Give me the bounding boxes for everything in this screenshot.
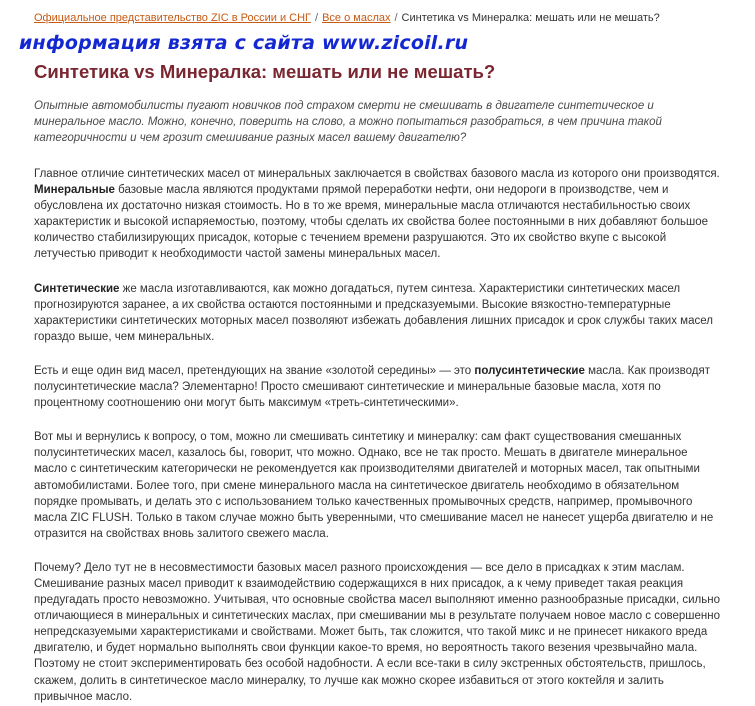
breadcrumb-home-link[interactable]: Официальное представительство ZIC в России и СНГ <box>34 12 312 24</box>
page-title: Синтетика vs Минералка: мешать или не мешать? <box>34 61 496 82</box>
breadcrumb-section-link[interactable]: Все о маслах <box>322 12 391 24</box>
breadcrumb-current: Синтетика vs Минералка: мешать или не мешать? <box>401 12 660 24</box>
paragraph-bold-term: Минеральные <box>34 184 115 197</box>
paragraph-text: Есть и еще один вид масел, претендующих на звание «золотой середины» — это <box>34 364 475 377</box>
breadcrumb-separator: / <box>394 12 398 24</box>
article-paragraph <box>34 281 724 345</box>
article-page <box>19 10 724 705</box>
paragraph-text: масла. Как производят полусинтетические масла? Элементарно! Просто смешивают синтетические и минеральные базовые масла, хотя по процентному соотношению они могут быть максимум «треть-синтетическими». <box>34 364 710 410</box>
breadcrumb-separator: / <box>315 12 319 24</box>
breadcrumb <box>34 10 724 26</box>
paragraph-bold-term: полусинтетические <box>474 364 585 377</box>
article-lead: Опытные автомобилисты пугают новичков под страхом смерти не смешивать в двигателе синтетическое и минеральное масло. Можно, конечно, поверить на слово, а можно попытаться разобраться, в чем причина такой категоричности и чем грозит смешивание разных масел вашему двигателю? <box>34 100 662 144</box>
article-paragraph: Почему? Дело тут не в несовместимости базовых масел разного происхождения — все дело в присадках к этим маслам. Смешивание разных масел приводит к взаимодействию содержащихся в них присадок, а к чему приведет такая реакция предугадать просто невозможно. Учитывая, что основные свойства масел выполняют именно разнообразные присадки, сильно отличающиеся в минеральных и синтетических маслах, при смешивании мы в результате получаем новое масло с совершенно непредсказуемыми характеристиками и свойствами. Может быть, так сложится, что такой микс и не принесет никакого вреда двигателю, и будет нормально выполнять свои функции какое-то время, но вероятность такого везения чрезвычайно мала. Поэтому не стоит экспериментировать без особой надобности. А если все-таки в силу экстренных обстоятельств, пришлось, скажем, долить в синтетическое масло минералку, то лучше как можно скорее избавиться от этого коктейля и залить привычное масло. <box>34 561 721 703</box>
source-watermark: информация взята с сайта www.zicoil.ru <box>19 32 469 54</box>
article-paragraph <box>34 363 724 411</box>
paragraph-text: же масла изготавливаются, как можно догадаться, путем синтеза. Характеристики синтетических масел прогнозируются заранее, а их свойства остаются постоянными и предсказуемыми. Высокие вязкостно-температурные характеристики синтетических моторных масел позволяют избежать добавления лишних присадок и срок службы таких масел гораздо выше, чем минеральных. <box>34 282 713 343</box>
paragraph-bold-term: Синтетические <box>34 282 120 295</box>
paragraph-text: Главное отличие синтетических масел от минеральных заключается в свойствах базового масла из которого они производятся. <box>34 168 720 180</box>
article-paragraph: Вот мы и вернулись к вопросу, о том, можно ли смешивать синтетику и минералку: сам факт существования смешанных полусинтетических масел, казалось бы, говорит, что можно. Однако, все не так просто. Мешать в двигателе минеральное масло с синтетическим категорически не рекомендуется как производителями двигателей и моторных масел, так опытными автомобилистами. Более того, при смене минерального масла на синтетическое двигатель необходимо в обязательном порядке промывать, и делать это с использованием только качественных промывочных средств, например, промывочного масла ZIC FLUSH. Только в таком случае можно быть уверенными, что смешивание масел не нанесет ущерба двигателю и не отразится на свойствах вновь залитого свежего масла. <box>34 431 714 540</box>
article-paragraph <box>34 166 724 263</box>
paragraph-text: базовые масла являются продуктами прямой переработки нефти, они недороги в производстве, чем и обусловлена их достаточно низкая стоимость. Но в то же время, минеральные масла отличаются нестабильностью своих характеристик и высокой испаряемостью, поэтому, чтобы сделать их свойства более постоянными в них добавляют большое количество стабилизирующих присадок, которые с течением времени разрушаются. Это их свойство вкупе с высокой летучестью приводит к необходимости частой замены минеральных масел. <box>34 184 709 261</box>
